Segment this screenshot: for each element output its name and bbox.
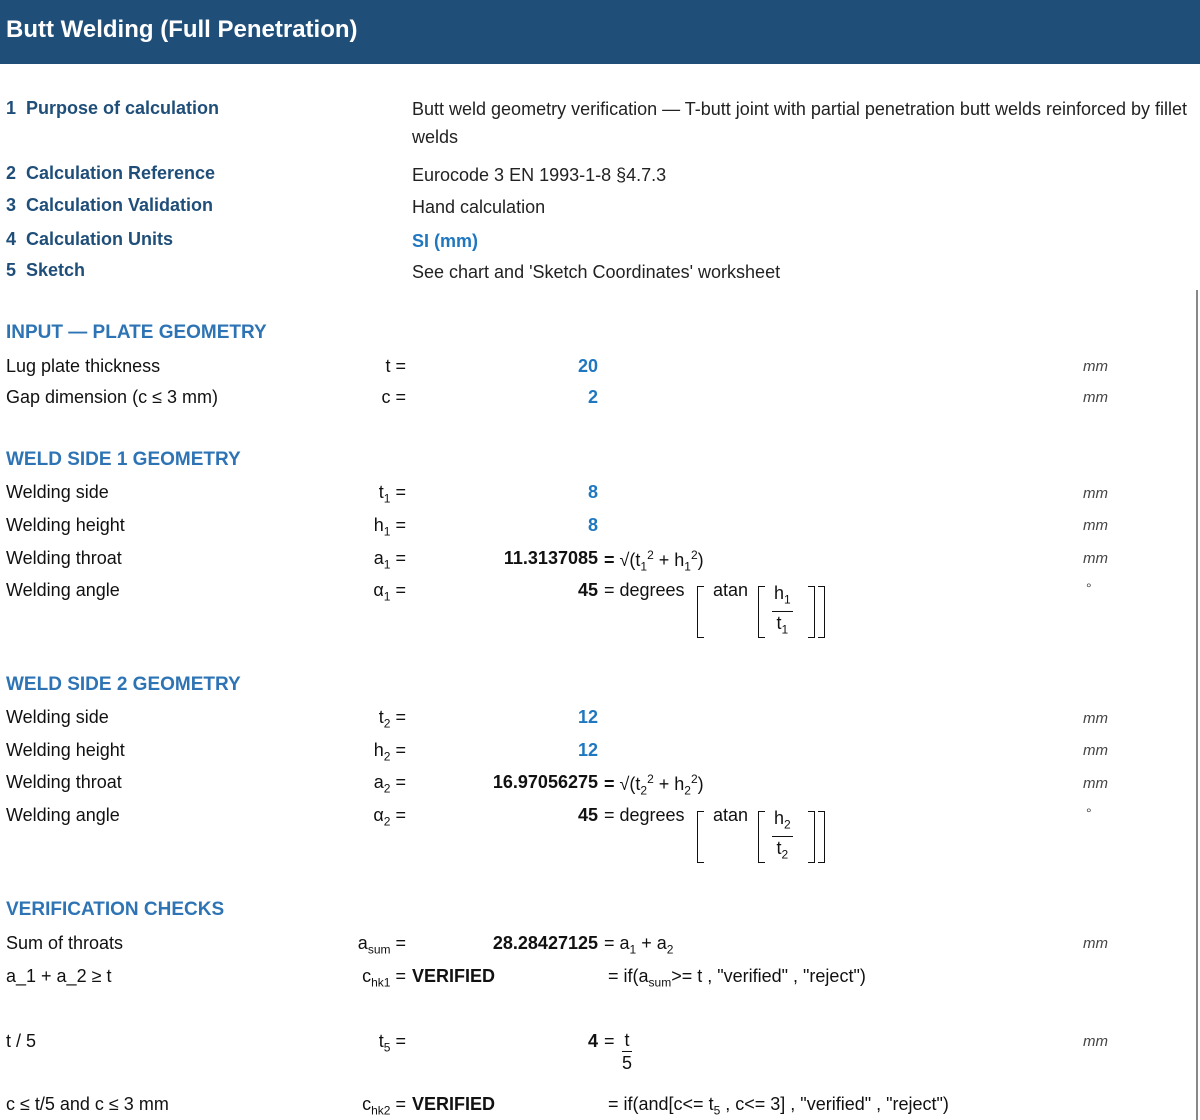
- symbol-h2: $h_2$ =: [373, 740, 406, 764]
- unit-gap-dimension: mm: [1083, 389, 1108, 406]
- label-welding-side-2: Welding side: [6, 707, 109, 727]
- symbol-h1: $h_1$ =: [373, 515, 406, 539]
- vertical-scrollbar[interactable]: [1196, 290, 1198, 1120]
- header-num-3: 3: [6, 195, 17, 215]
- label-plate-thickness: Lug plate thickness: [6, 356, 161, 376]
- section-verification-checks: VERIFICATION CHECKS: [6, 899, 225, 920]
- page-title: Butt Welding (Full Penetration): [6, 16, 358, 43]
- bracket-inner-right-2: [808, 811, 815, 863]
- bracket-outer-right-1: [818, 586, 825, 638]
- fraction-t-over-5: $\frac{t}{5}$: [622, 1030, 633, 1073]
- unit-welding-height-1: mm: [1083, 517, 1108, 534]
- section-weld-side-1: WELD SIDE 1 GEOMETRY: [6, 449, 241, 470]
- header-label-sketch: Sketch: [26, 260, 86, 280]
- bracket-outer-right-2: [818, 811, 825, 863]
- symbol-chk1: $c_{hk1}$ =: [362, 966, 406, 990]
- symbol-alpha1: $\alpha_1$ =: [373, 580, 406, 604]
- header-label-validation: Calculation Validation: [26, 195, 214, 215]
- result-welding-angle-2: 45: [577, 805, 598, 825]
- header-value-reference: Eurocode 3 EN 1993-1-8 §4.7.3: [412, 165, 667, 185]
- label-check-2: c ≤ t/5 and c ≤ 3 mm: [6, 1094, 169, 1114]
- symbol-t2: $t_2$ =: [378, 707, 406, 731]
- section-weld-side-2: WELD SIDE 2 GEOMETRY: [6, 674, 241, 695]
- result-welding-throat-1: 11.3137085: [503, 548, 598, 568]
- formula-angle-2-degrees: = degrees: [604, 805, 685, 825]
- unit-sum-of-throats: mm: [1083, 935, 1108, 952]
- formula-angle-1-degrees: = degrees: [604, 580, 685, 600]
- symbol-a2: $a_2$ =: [373, 772, 406, 796]
- result-welding-throat-2: 16.97056275: [492, 772, 598, 792]
- status-check-2: VERIFIED: [412, 1094, 496, 1114]
- label-t-over-5: t / 5: [6, 1031, 37, 1051]
- fraction-h2-t2: $\frac{h_2}{t_2}$: [774, 808, 791, 862]
- header-num-2: 2: [6, 163, 17, 183]
- bracket-outer-left-1: [697, 586, 704, 638]
- title-bar: [0, 0, 1200, 64]
- header-value-purpose: Butt weld geometry verification — T-butt joint with partial penetration butt welds reinforced by fillet welds: [412, 99, 1188, 147]
- input-plate-thickness[interactable]: 20: [577, 356, 598, 376]
- label-welding-angle-2: Welding angle: [6, 805, 120, 825]
- label-welding-throat-1: Welding throat: [6, 548, 122, 568]
- input-welding-side-1[interactable]: 8: [587, 482, 598, 502]
- input-welding-height-2[interactable]: 12: [577, 740, 598, 760]
- bracket-inner-left-1: [758, 586, 765, 638]
- unit-t-over-5: mm: [1083, 1033, 1108, 1050]
- symbol-t1: $t_1$ =: [378, 482, 406, 506]
- symbol-a1: $a_1$ =: [373, 548, 406, 572]
- unit-welding-height-2: mm: [1083, 742, 1108, 759]
- bracket-inner-right-1: [808, 586, 815, 638]
- header-label-purpose: Purpose of calculation: [26, 98, 220, 118]
- unit-welding-side-2: mm: [1083, 710, 1108, 727]
- formula-atan-2: atan: [713, 805, 749, 825]
- formula-atan-1: atan: [713, 580, 749, 600]
- header-num-5: 5: [6, 260, 17, 280]
- label-welding-height-1: Welding height: [6, 515, 125, 535]
- label-check-1: a_1 + a_2 ≥ t: [6, 966, 112, 986]
- formula-t-over-5-eq: =: [604, 1031, 615, 1051]
- unit-welding-side-1: mm: [1083, 485, 1108, 502]
- bracket-inner-left-2: [758, 811, 765, 863]
- symbol-asum: $a_{sum}$ =: [357, 933, 406, 957]
- header-label-reference: Calculation Reference: [26, 163, 216, 183]
- header-label-units: Calculation Units: [26, 229, 174, 249]
- label-gap-dimension: Gap dimension (c ≤ 3 mm): [6, 387, 218, 407]
- unit-welding-angle-2: °: [1086, 805, 1092, 821]
- symbol-alpha2: $\alpha_2$ =: [373, 805, 406, 829]
- formula-throat-2: = $√(t_2^2 + h_2^2)$: [604, 772, 704, 798]
- formula-sum-of-throats: = $a_1 + a_2$: [604, 933, 674, 957]
- unit-welding-throat-2: mm: [1083, 775, 1108, 792]
- symbol-c: c =: [381, 387, 406, 407]
- header-value-validation: Hand calculation: [412, 197, 546, 217]
- input-gap-dimension[interactable]: 2: [587, 387, 598, 407]
- unit-welding-angle-1: °: [1086, 580, 1092, 596]
- label-welding-height-2: Welding height: [6, 740, 125, 760]
- input-welding-height-1[interactable]: 8: [587, 515, 598, 535]
- header-value-units: SI (mm): [412, 231, 479, 251]
- section-plate-geometry: INPUT — PLATE GEOMETRY: [6, 322, 267, 343]
- fraction-h1-t1: $\frac{h_1}{t_1}$: [774, 583, 791, 637]
- header-num-4: 4: [6, 229, 17, 249]
- status-check-1: VERIFIED: [412, 966, 496, 986]
- unit-welding-throat-1: mm: [1083, 550, 1108, 567]
- label-welding-side-1: Welding side: [6, 482, 109, 502]
- result-t-over-5: 4: [587, 1031, 598, 1051]
- unit-plate-thickness: mm: [1083, 358, 1108, 375]
- header-value-sketch: See chart and 'Sketch Coordinates' worksheet: [412, 262, 781, 282]
- formula-throat-1: = $√(t_1^2 + h_1^2)$: [604, 548, 704, 574]
- input-welding-side-2[interactable]: 12: [577, 707, 598, 727]
- formula-check-2: = $if(and[c<= t_5$ , c<= 3] , "verified" , "reject"): [608, 1094, 949, 1118]
- result-sum-of-throats: 28.28427125: [492, 933, 598, 953]
- symbol-t5: $t_5$ =: [378, 1031, 406, 1055]
- result-welding-angle-1: 45: [577, 580, 598, 600]
- symbol-t: t =: [385, 356, 406, 376]
- bracket-outer-left-2: [697, 811, 704, 863]
- label-sum-of-throats: Sum of throats: [6, 933, 124, 953]
- formula-check-1: = $if(a_{sum}>= t$ , "verified" , "reject"): [608, 966, 866, 990]
- label-welding-angle-1: Welding angle: [6, 580, 120, 600]
- label-welding-throat-2: Welding throat: [6, 772, 122, 792]
- symbol-chk2: $c_{hk2}$ =: [362, 1094, 406, 1118]
- header-num-1: 1: [6, 98, 17, 118]
